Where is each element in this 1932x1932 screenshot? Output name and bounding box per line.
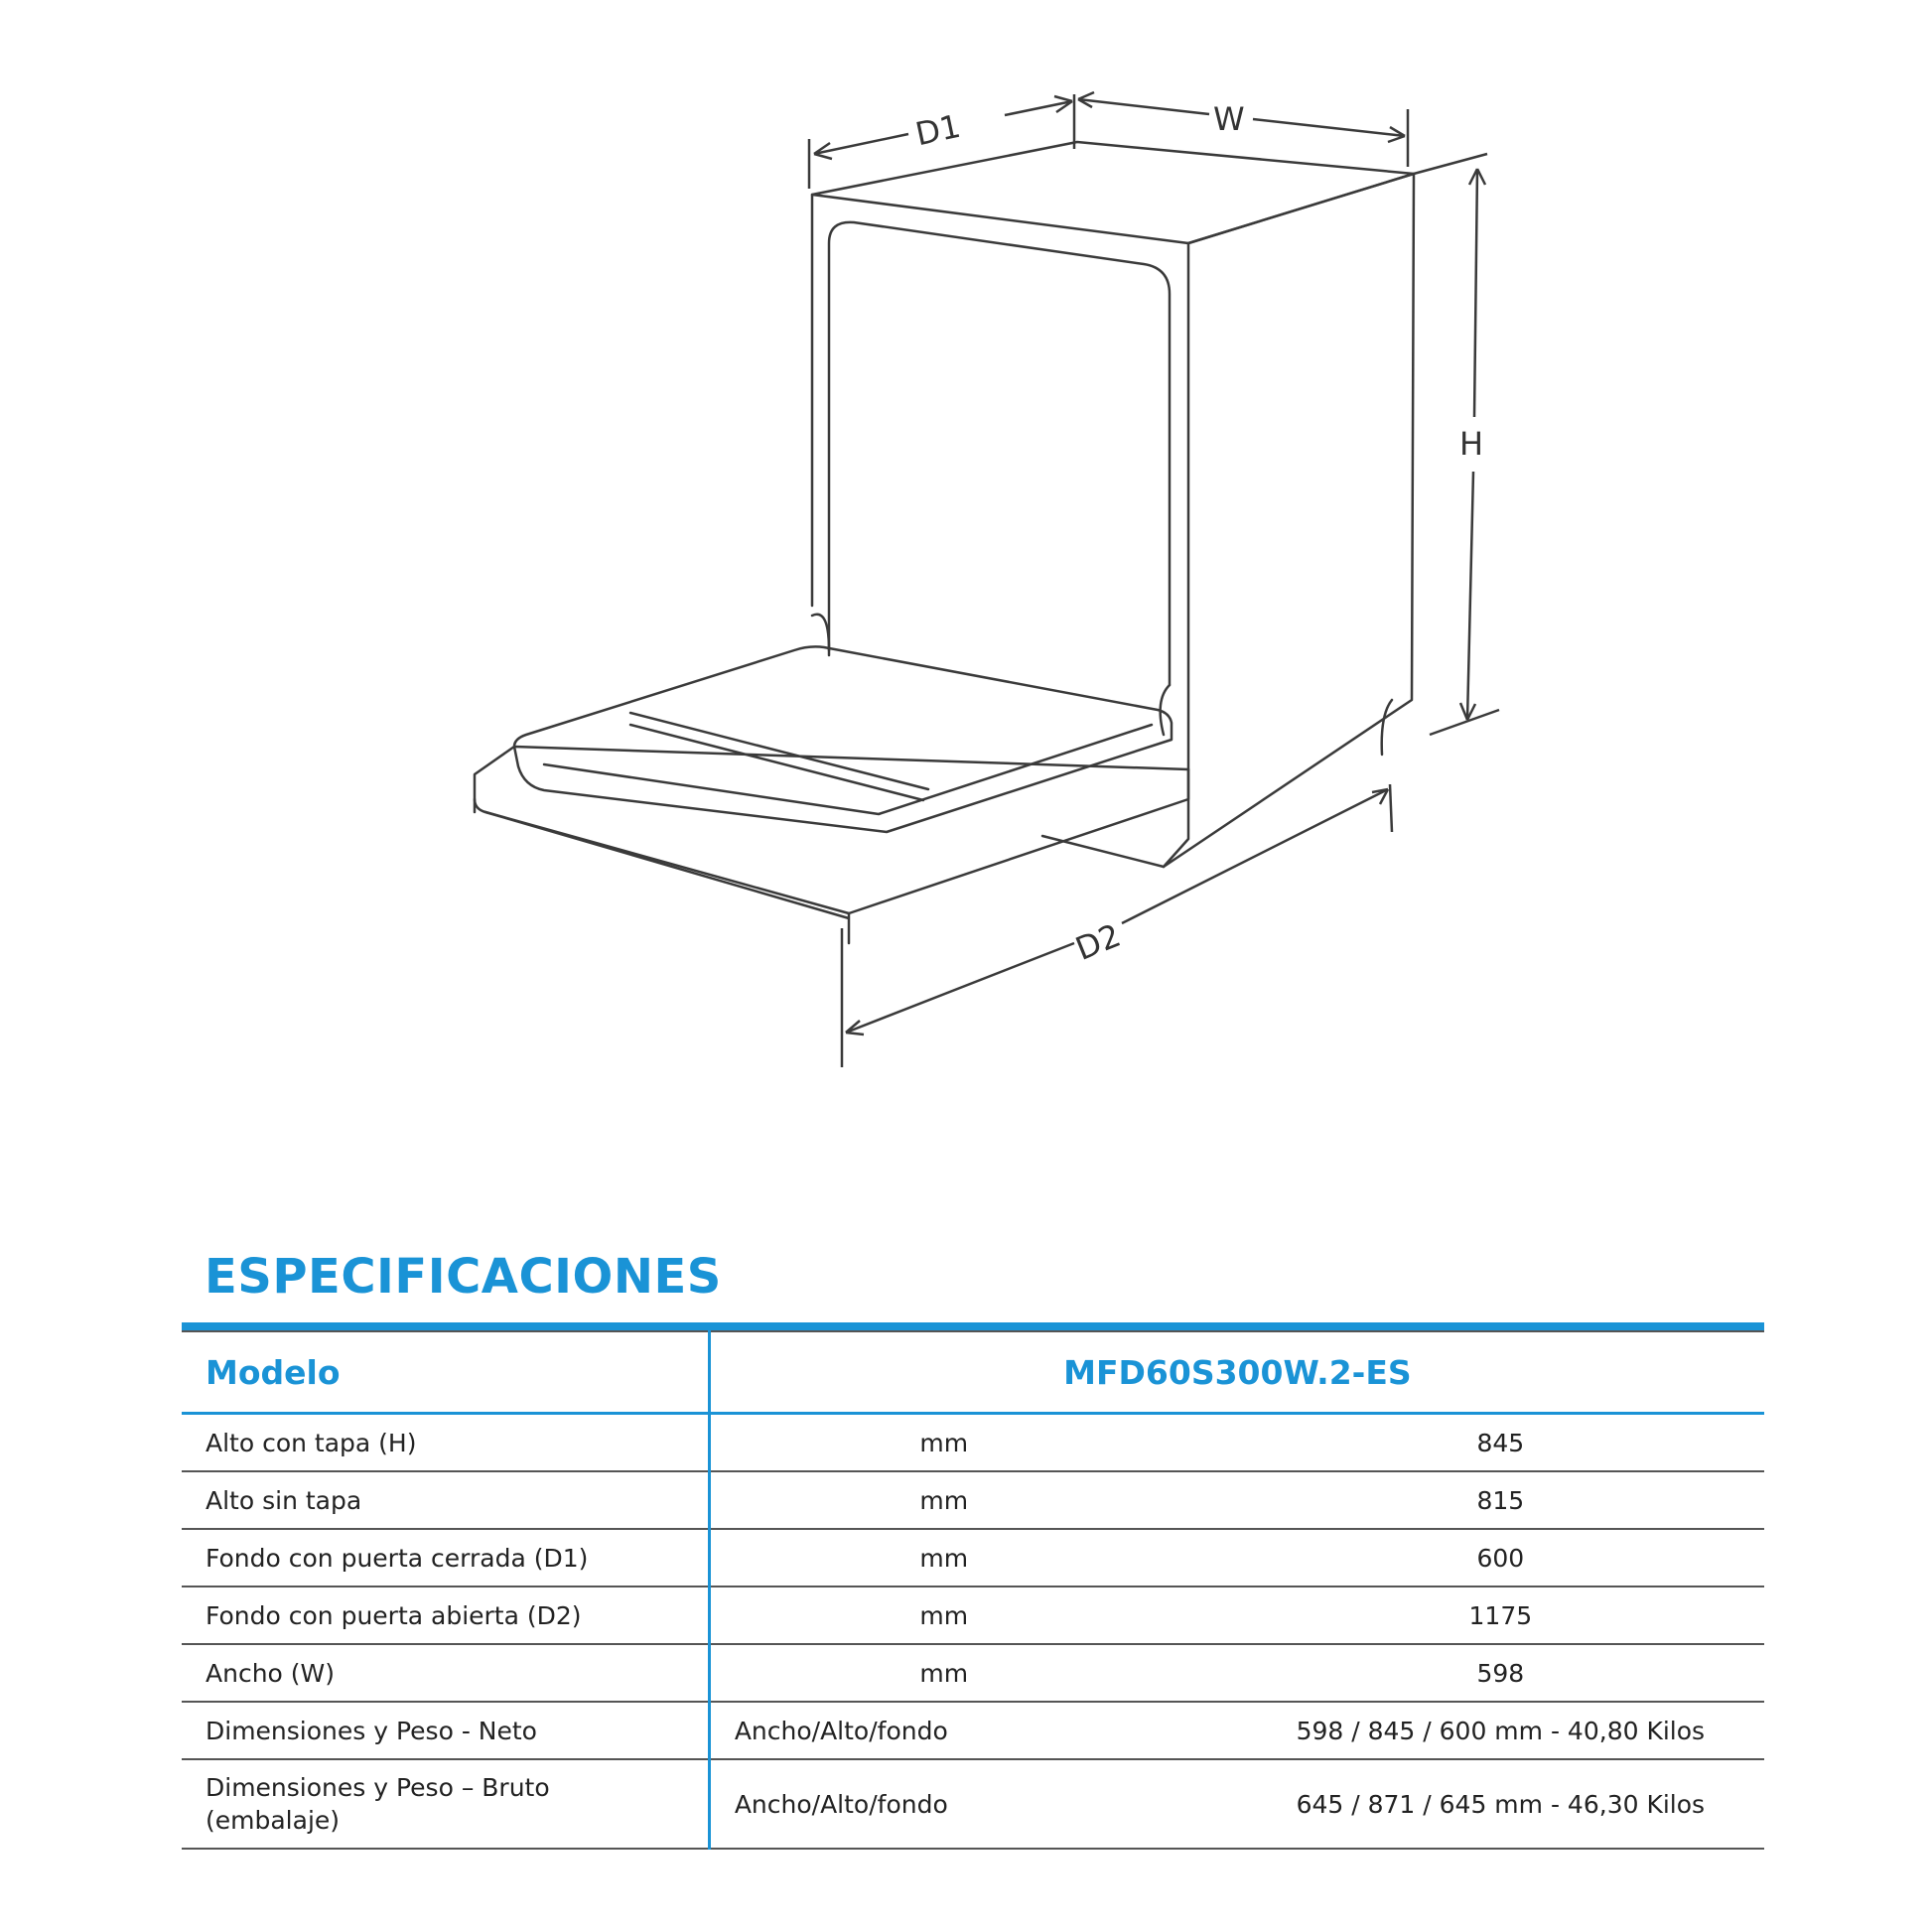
table-row: [182, 1471, 1764, 1529]
table-row: [182, 1759, 1764, 1849]
side-foot: [1382, 700, 1392, 755]
row-value: 598: [1237, 1644, 1764, 1702]
cabinet-front-outline: [812, 195, 1188, 769]
row-value: 645 / 871 / 645 mm - 46,30 Kilos: [1237, 1759, 1764, 1849]
row-unit: Ancho/Alto/fondo: [709, 1702, 1236, 1759]
inner-door-panel: [514, 646, 1172, 832]
cabinet-top-face: [812, 142, 1414, 243]
row-value: 1175: [1237, 1587, 1764, 1644]
row-unit: Ancho/Alto/fondo: [709, 1759, 1236, 1849]
row-label: [182, 1759, 709, 1849]
row-value: 600: [1237, 1529, 1764, 1587]
row-label: Alto sin tapa: [182, 1471, 709, 1529]
table-row: [182, 1702, 1764, 1759]
header-label: Modelo: [182, 1331, 709, 1414]
specifications-table: [182, 1322, 1764, 1850]
open-door-slab: [475, 747, 1188, 913]
table-row: [182, 1644, 1764, 1702]
cabinet-side-face: [1164, 174, 1414, 867]
d1-label: D1: [911, 106, 964, 154]
table-header-row: [182, 1331, 1764, 1414]
row-unit: mm: [709, 1644, 1236, 1702]
row-label: Alto con tapa (H): [182, 1414, 709, 1472]
left-hinge: [812, 615, 829, 650]
row-value: 815: [1237, 1471, 1764, 1529]
row-value: 598 / 845 / 600 mm - 40,80 Kilos: [1237, 1702, 1764, 1759]
model-name: MFD60S300W.2-ES: [709, 1331, 1764, 1414]
row-label: Ancho (W): [182, 1644, 709, 1702]
h-label: H: [1459, 425, 1484, 463]
d2-dimension-line: [846, 789, 1388, 1033]
row-unit: mm: [709, 1587, 1236, 1644]
row-label: Fondo con puerta abierta (D2): [182, 1587, 709, 1644]
row-label: Dimensiones y Peso - Neto: [182, 1702, 709, 1759]
table-row: [182, 1587, 1764, 1644]
table-row: [182, 1529, 1764, 1587]
row-label-line: Dimensiones y Peso – Bruto: [206, 1773, 550, 1802]
cabinet-base: [1042, 769, 1188, 867]
row-value: 845: [1237, 1414, 1764, 1472]
cabinet-inner-frame: [829, 222, 1170, 685]
d2-label: D2: [1070, 915, 1127, 968]
w-label: W: [1213, 100, 1245, 138]
row-unit: mm: [709, 1529, 1236, 1587]
row-unit: mm: [709, 1471, 1236, 1529]
row-unit: mm: [709, 1414, 1236, 1472]
table-row: [182, 1414, 1764, 1472]
specifications-title: ESPECIFICACIONES: [205, 1249, 722, 1305]
row-label: Fondo con puerta cerrada (D1): [182, 1529, 709, 1587]
row-label-line: (embalaje): [206, 1806, 341, 1835]
